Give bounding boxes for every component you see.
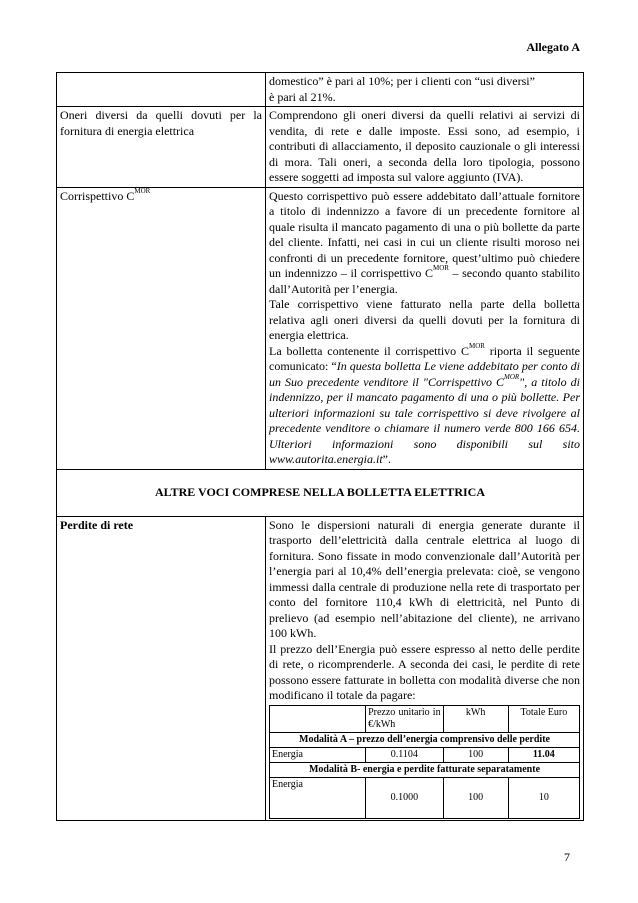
notice-quote <box>269 359 580 466</box>
continuation-line: è pari al 21%. <box>269 89 336 104</box>
table-row <box>270 777 580 818</box>
label-text: Corrispettivo C <box>60 188 135 203</box>
header-cell: Prezzo unitario in €/kWh <box>366 705 444 732</box>
continuation-cell <box>266 73 584 107</box>
paragraph <box>269 341 581 468</box>
header-cell <box>270 705 366 732</box>
row-text-oneri: Comprendono gli oneri diversi da quelli relativi ai servizi di vendita, di rete e dalle imposte. Essi sono, ad esempio, i contributi di allacciamento, il deposito cauzionale o gli interessi di mora. Tali oneri, a seconda della loro tipologia, possono essere soggetti ad imposta sul valore aggiunto (IVA). <box>266 107 584 188</box>
definitions-table <box>56 72 584 821</box>
row-text-cmor <box>266 187 584 469</box>
table-row <box>57 107 584 188</box>
paragraph-text: – secondo quanto stabilito dall’Autorità per l’energia. <box>269 266 580 296</box>
paragraph <box>269 189 580 298</box>
table-header-row <box>270 705 580 732</box>
continuation-line: domestico” è pari al 10%; per i clienti con “usi diversi” <box>269 74 535 88</box>
superscript: MOR <box>504 372 520 381</box>
label-superscript: MOR <box>134 186 151 195</box>
table-cell: 100 <box>443 747 508 762</box>
paragraph: Tale corrispettivo viene fatturato nella parte della bolletta relativa agli oneri diversi da quelli dovuti per la fornitura di energia elettrica. <box>269 297 580 342</box>
paragraph-text: Questo corrispettivo può essere addebitato dall’attuale fornitore a titolo di indennizzo a favore di un precedente fornitore al quale risulta il mancato pagamento di una o più bollette da parte del cliente. Infatti, nei casi in cui un cliente risulti moroso nei confronti di un precedente fornitore, quest’ultimo può chiedere un indennizzo – il corrispettivo C <box>269 188 580 280</box>
mode-b-title: Modalità B- energia e perdite fatturate separatamente <box>270 762 580 777</box>
quote-text: In questa bolletta Le viene addebitato per conto di un Suo precedente venditore il "Corrispettivo C <box>269 359 581 389</box>
paragraph-text: ”. <box>382 452 391 466</box>
pricing-example-table <box>269 705 580 819</box>
section-title: ALTRE VOCI COMPRESE NELLA BOLLETTA ELETTRICA <box>57 469 584 516</box>
paragraph-text: La bolletta contenente il corrispettivo C <box>269 343 469 358</box>
paragraph-text: riporta il seguente comunicato: “ <box>269 343 580 373</box>
table-row <box>270 762 580 777</box>
table-cell: Energia <box>270 747 366 762</box>
table-row <box>270 747 580 762</box>
mode-a-title: Modalità A – prezzo dell’energia comprensivo delle perdite <box>270 732 580 747</box>
row-text-perdite <box>266 516 584 820</box>
row-label-cmor <box>57 187 266 469</box>
superscript: MOR <box>468 341 485 350</box>
document-header: Allegato A <box>526 40 580 54</box>
superscript: MOR <box>432 264 449 272</box>
row-label-perdite: Perdite di rete <box>57 516 266 820</box>
paragraph: Sono le dispersioni naturali di energia generate durante il trasporto dell’elettricità dalla centrale elettrica al luogo di fornitura. Sono fissate in modo convenzionale dall’Autorità per l’energia pari al 10,4% dell’energia prelevata: cioè, se vengono immessi dalla centrale di produzione nella rete di trasportato per conto del fornitore 110,4 kWh di elettricità, nel Punto di prelievo (ad esempio nell’abitazione del cliente), ne arrivano 100 kWh. <box>269 517 580 640</box>
table-row <box>57 73 584 107</box>
row-label-oneri: Oneri diversi da quelli dovuti per la fornitura di energia elettrica <box>57 107 266 188</box>
page-number: 7 <box>564 850 570 864</box>
paragraph: Il prezzo dell’Energia può essere espresso al netto delle perdite di rete, o ricomprenderle. A seconda dei casi, le perdite di rete possono essere fatturate in bolletta con modalità diverse che non modificano il totale da pagare: <box>269 641 580 702</box>
table-cell: 0.1000 <box>366 777 444 818</box>
table-row <box>57 516 584 820</box>
quote-text: ", a titolo di indennizzo, per il mancato pagamento di una o più bollette. Per ulteriori informazioni su tale corrispettivo si deve rivolgere al precedente venditore o chiamare il numero verde 800 166 654. Ulteriori informazioni sono disponibili sul sito www.autorita.energia.it <box>269 374 580 466</box>
table-cell: 11.04 <box>508 747 579 762</box>
section-row <box>57 469 584 516</box>
table-cell: 0.1104 <box>366 747 444 762</box>
table-cell: 100 <box>443 777 508 818</box>
table-row <box>57 187 584 469</box>
header-cell: Totale Euro <box>508 705 579 732</box>
header-cell: kWh <box>443 705 508 732</box>
table-cell: 10 <box>508 777 579 818</box>
empty-label-cell <box>57 73 266 107</box>
table-row <box>270 732 580 747</box>
table-cell: Energia <box>270 777 366 818</box>
